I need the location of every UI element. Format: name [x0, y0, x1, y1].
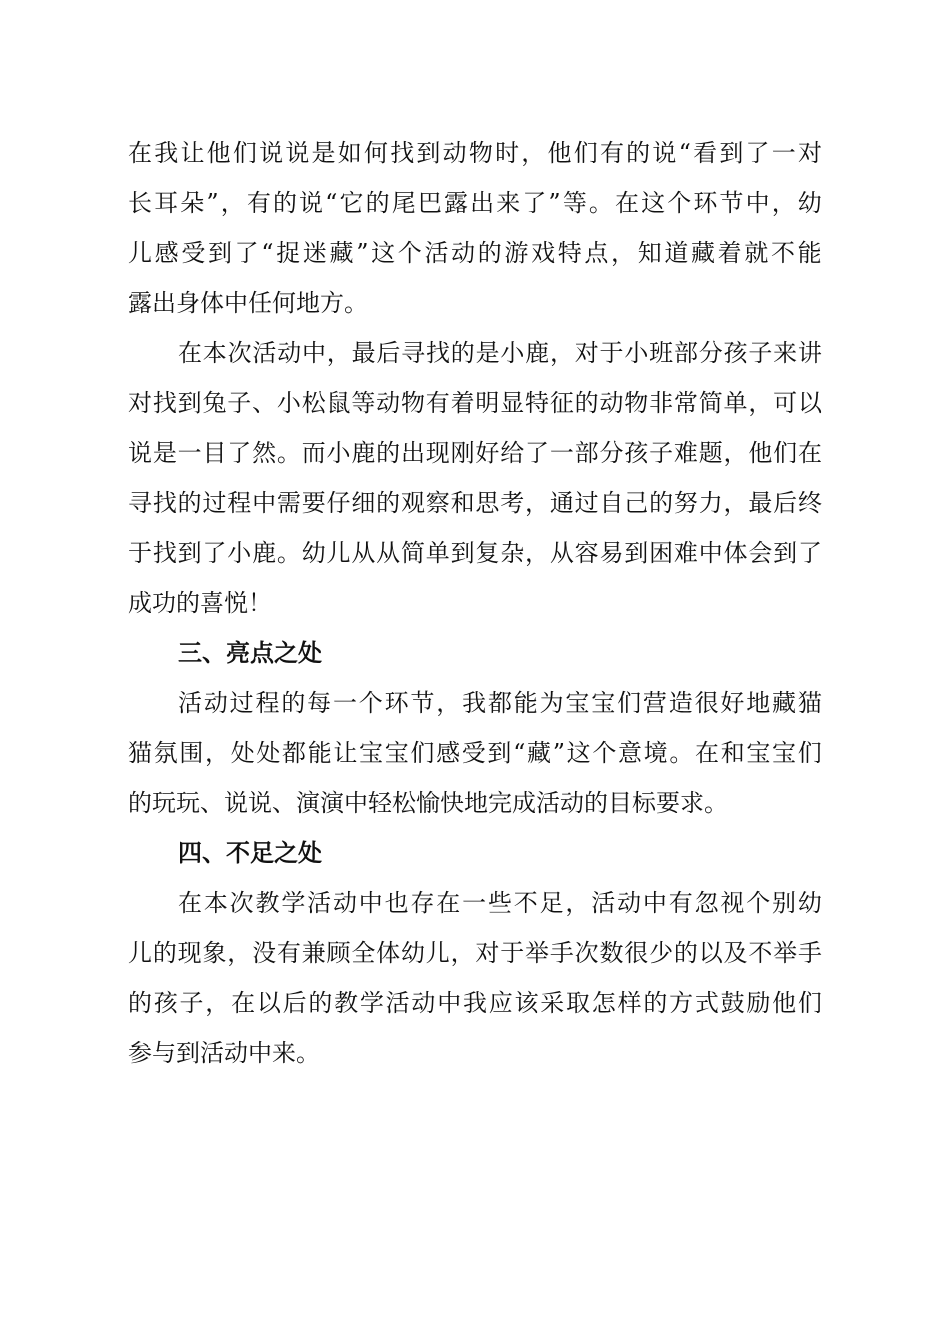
text-line: 儿 的 现 象 ， 没 有 兼 顾 全 体 幼 儿 ， 对 于 举 手 次 数 很 少 的 以 及 不 举 手	[128, 939, 822, 967]
paragraph	[128, 678, 822, 828]
text-line: 在 我 让 他 们 说 说 是 如 何 找 到 动 物 时 ， 他 们 有 的 说 “ 看 到 了 一 对	[128, 139, 822, 167]
text-line: 参与到活动中来。	[128, 1039, 320, 1067]
document-body	[128, 128, 822, 1078]
text-line: 露出身体中任何地方。	[128, 289, 368, 317]
paragraph	[128, 328, 822, 628]
text-line: 的玩玩、说说、演演中轻松愉快地完成活动的目标要求。	[128, 789, 728, 817]
section-heading	[128, 628, 822, 678]
text-line: 的 孩 子 ， 在 以 后 的 教 学 活 动 中 我 应 该 采 取 怎 样 的 方 式 鼓 励 他 们	[128, 989, 822, 1017]
text-line: 于 找 到 了 小 鹿 。 幼 儿 从 从 简 单 到 复 杂 ， 从 容 易 到 困 难 中 体 会 到 了	[128, 539, 822, 567]
text-line: 猫 氛 围 ， 处 处 都 能 让 宝 宝 们 感 受 到 “ 藏 ” 这 个 意 境 。 在 和 宝 宝 们	[128, 739, 822, 767]
paragraph	[128, 878, 822, 1078]
text-line: 成功的喜悦！	[128, 589, 272, 617]
text-line: 在 本 次 活 动 中 ， 最 后 寻 找 的 是 小 鹿 ， 对 于 小 班 部 分 孩 子 来 讲	[178, 339, 822, 367]
text-line: 活 动 过 程 的 每 一 个 环 节 ， 我 都 能 为 宝 宝 们 营 造 很 好 地 藏 猫	[178, 689, 822, 717]
heading-line: 四、不足之处	[178, 838, 322, 867]
text-line: 在 本 次 教 学 活 动 中 也 存 在 一 些 不 足 ， 活 动 中 有 忽 视 个 别 幼	[178, 889, 822, 917]
paragraph	[128, 128, 822, 328]
text-line: 说 是 一 目 了 然 。 而 小 鹿 的 出 现 刚 好 给 了 一 部 分 孩 子 难 题 ， 他 们 在	[128, 439, 822, 467]
text-line: 对 找 到 兔 子 、 小 松 鼠 等 动 物 有 着 明 显 特 征 的 动 物 非 常 简 单 ， 可 以	[128, 389, 822, 417]
text-line: 长 耳 朵 ” ， 有 的 说 “ 它 的 尾 巴 露 出 来 了 ” 等 。 在 这 个 环 节 中 ， 幼	[128, 189, 822, 217]
heading-line: 三、亮点之处	[178, 638, 322, 667]
text-line: 寻 找 的 过 程 中 需 要 仔 细 的 观 察 和 思 考 ， 通 过 自 己 的 努 力 ， 最 后 终	[128, 489, 822, 517]
section-heading	[128, 828, 822, 878]
text-line: 儿 感 受 到 了 “ 捉 迷 藏 ” 这 个 活 动 的 游 戏 特 点 ， 知 道 藏 着 就 不 能	[128, 239, 822, 267]
